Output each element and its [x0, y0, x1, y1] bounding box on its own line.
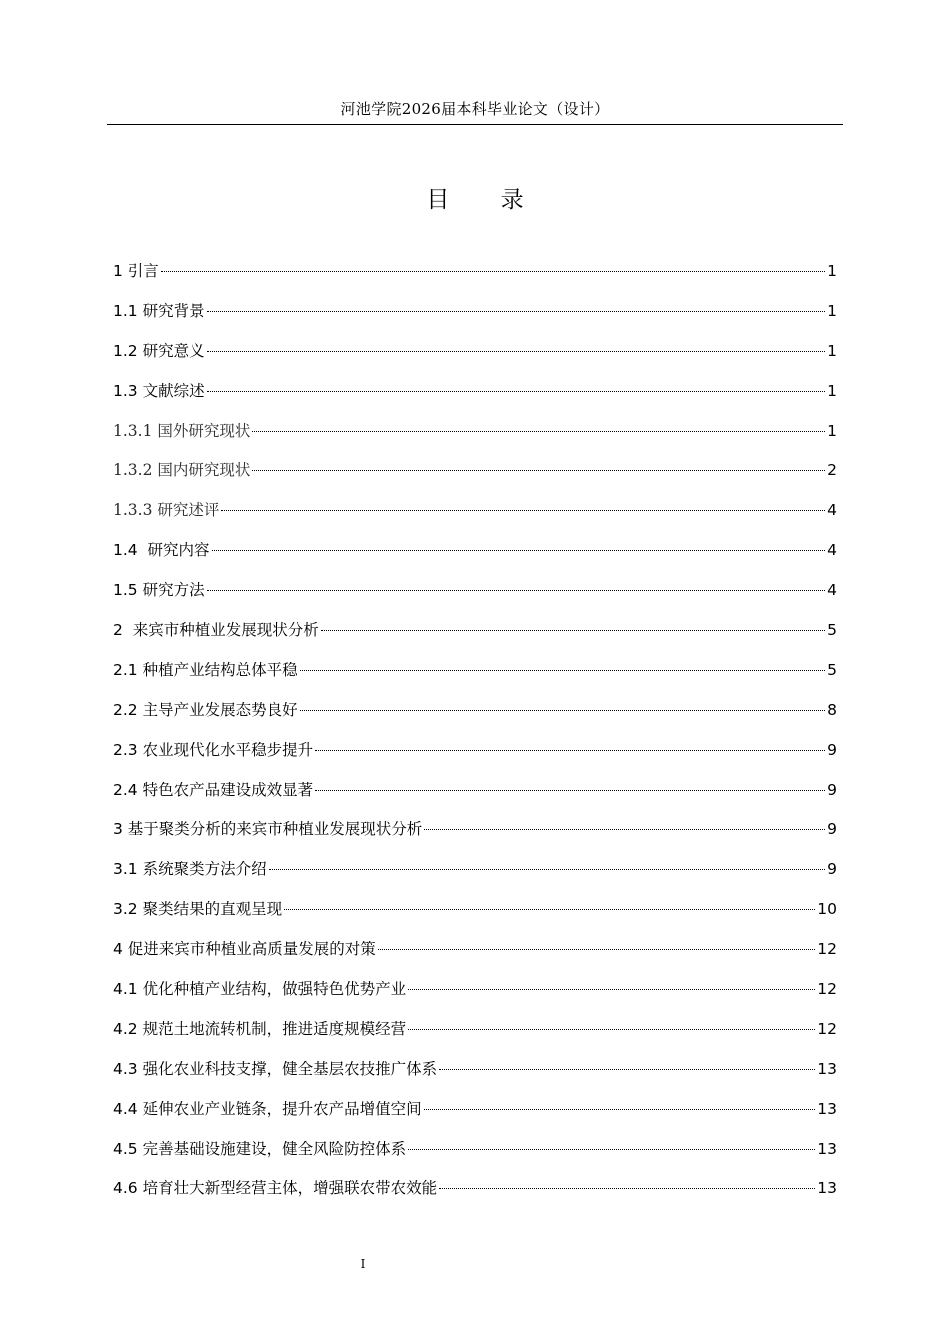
toc-dot-leader — [378, 949, 815, 950]
toc-dot-leader — [212, 550, 826, 551]
toc-entry-label: 4.4 延伸农业产业链条，提升农产品增值空间 — [113, 1099, 422, 1118]
toc-entry-page-number: 1 — [827, 381, 837, 400]
toc-entry-page-number: 4 — [827, 581, 837, 600]
toc-entry[interactable] — [113, 1056, 837, 1096]
toc-entry-label: 3.1 系统聚类方法介绍 — [113, 860, 267, 879]
toc-entry-label: 2.3 农业现代化水平稳步提升 — [113, 740, 314, 759]
toc-entry[interactable] — [113, 1175, 837, 1215]
toc-entry-label: 4.3 强化农业科技支撑，健全基层农技推广体系 — [113, 1059, 438, 1078]
toc-dot-leader — [300, 670, 826, 671]
toc-entry-page-number: 5 — [827, 621, 837, 640]
toc-entry-page-number: 12 — [817, 980, 837, 999]
toc-entry-label: 2.1 种植产业结构总体平稳 — [113, 660, 298, 679]
toc-entry-page-number: 13 — [817, 1059, 837, 1078]
toc-entry[interactable] — [113, 816, 837, 856]
toc-entry-page-number: 4 — [827, 501, 837, 520]
toc-entry-label: 2.2 主导产业发展态势良好 — [113, 700, 298, 719]
toc-entry[interactable] — [113, 657, 837, 697]
header-rule — [107, 124, 843, 125]
toc-entry-label: 1.4 研究内容 — [113, 541, 210, 560]
toc-entry[interactable] — [113, 537, 837, 577]
toc-entry-page-number: 13 — [817, 1139, 837, 1158]
toc-entry[interactable] — [113, 737, 837, 777]
toc-dot-leader — [161, 271, 825, 272]
toc-entry-page-number: 10 — [817, 900, 837, 919]
toc-entry[interactable] — [113, 457, 837, 497]
toc-entry-label: 3.2 聚类结果的直观呈现 — [113, 900, 283, 919]
toc-entry[interactable] — [113, 577, 837, 617]
toc-entry-page-number: 9 — [827, 740, 837, 759]
toc-dot-leader — [439, 1188, 815, 1189]
toc-entry[interactable] — [113, 896, 837, 936]
toc-entry-page-number: 9 — [827, 860, 837, 879]
toc-entry[interactable] — [113, 1136, 837, 1176]
toc-dot-leader — [221, 510, 825, 511]
toc-dot-leader — [315, 790, 825, 791]
toc-entry[interactable] — [113, 976, 837, 1016]
toc-entry-page-number: 12 — [817, 1019, 837, 1038]
toc-entry-page-number: 8 — [827, 700, 837, 719]
toc-entry-page-number: 1 — [827, 421, 837, 440]
toc-entry-label: 4.1 优化种植产业结构，做强特色优势产业 — [113, 980, 407, 999]
toc-entry[interactable] — [113, 936, 837, 976]
toc-dot-leader — [315, 750, 825, 751]
toc-entry-page-number: 1 — [827, 262, 837, 280]
toc-dot-leader — [300, 710, 826, 711]
toc-entry[interactable] — [113, 856, 837, 896]
toc-entry-page-number: 13 — [817, 1179, 837, 1198]
toc-dot-leader — [207, 391, 826, 392]
toc-entry-page-number: 1 — [827, 341, 837, 360]
toc-dot-leader — [207, 311, 826, 312]
toc-dot-leader — [284, 909, 815, 910]
toc-entry-label: 4.2 规范土地流转机制，推进适度规模经营 — [113, 1019, 407, 1038]
running-header: 河池学院2026届本科毕业论文（设计） — [340, 100, 610, 118]
toc-title: 目 录 — [426, 187, 546, 213]
toc-dot-leader — [252, 470, 825, 471]
toc-entry-label: 2 来宾市种植业发展现状分析 — [113, 621, 319, 640]
toc-entry-label: 1.3.1 国外研究现状 — [113, 421, 251, 440]
toc-entry-label: 2.4 特色农产品建设成效显著 — [113, 780, 314, 799]
toc-entry-label: 1.3.3 研究述评 — [113, 501, 220, 520]
toc-entry[interactable] — [113, 497, 837, 537]
toc-entry-page-number: 1 — [827, 301, 837, 320]
toc-dot-leader — [408, 989, 815, 990]
toc-dot-leader — [439, 1069, 815, 1070]
toc-entry[interactable] — [113, 418, 837, 458]
toc-dot-leader — [207, 351, 826, 352]
toc-dot-leader — [424, 829, 825, 830]
toc-dot-leader — [408, 1029, 815, 1030]
table-of-contents — [113, 258, 837, 1215]
toc-entry-label: 3 基于聚类分析的来宾市种植业发展现状分析 — [113, 820, 423, 839]
toc-entry-label: 4.6 培育壮大新型经营主体，增强联农带农效能 — [113, 1179, 438, 1198]
toc-entry-page-number: 4 — [827, 541, 837, 560]
toc-entry[interactable] — [113, 338, 837, 378]
toc-entry-label: 1.3 文献综述 — [113, 381, 205, 400]
toc-entry[interactable] — [113, 258, 837, 298]
toc-entry-page-number: 9 — [827, 820, 837, 839]
toc-entry[interactable] — [113, 378, 837, 418]
toc-entry-label: 1 引言 — [113, 262, 159, 280]
toc-entry-page-number: 12 — [817, 940, 837, 959]
toc-entry[interactable] — [113, 697, 837, 737]
toc-entry[interactable] — [113, 1016, 837, 1056]
toc-entry-page-number: 5 — [827, 660, 837, 679]
toc-entry-label: 4.5 完善基础设施建设，健全风险防控体系 — [113, 1139, 407, 1158]
toc-dot-leader — [424, 1109, 816, 1110]
toc-entry[interactable] — [113, 1096, 837, 1136]
toc-dot-leader — [321, 630, 825, 631]
toc-entry-label: 4 促进来宾市种植业高质量发展的对策 — [113, 940, 376, 959]
toc-entry[interactable] — [113, 617, 837, 657]
toc-entry[interactable] — [113, 298, 837, 338]
toc-dot-leader — [207, 590, 826, 591]
toc-entry-label: 1.3.2 国内研究现状 — [113, 461, 251, 480]
toc-entry-page-number: 9 — [827, 780, 837, 799]
toc-entry-page-number: 13 — [817, 1099, 837, 1118]
toc-entry[interactable] — [113, 777, 837, 817]
toc-entry-page-number: 2 — [827, 461, 837, 480]
toc-entry-label: 1.5 研究方法 — [113, 581, 205, 600]
toc-dot-leader — [408, 1149, 815, 1150]
toc-entry-label: 1.2 研究意义 — [113, 341, 205, 360]
toc-entry-label: 1.1 研究背景 — [113, 301, 205, 320]
toc-dot-leader — [269, 869, 826, 870]
page-number: I — [360, 1257, 366, 1271]
toc-dot-leader — [252, 431, 825, 432]
